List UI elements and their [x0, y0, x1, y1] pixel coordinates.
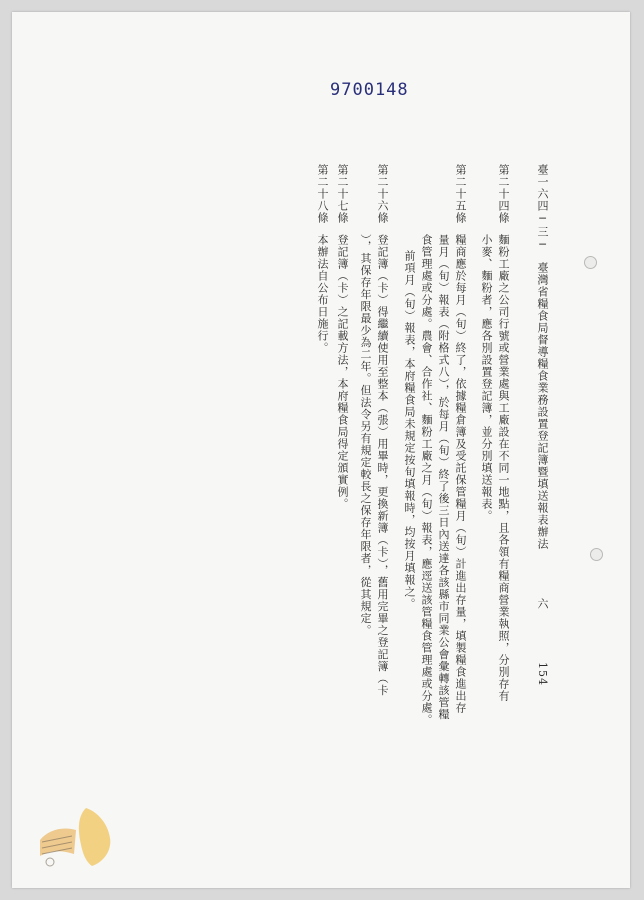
- article-24-line1: 麵粉工廠之公司行號或營業處與工廠設在不同一地點，且各領有糧商營業執照，分別存有: [497, 234, 510, 702]
- article-27-label: 第二十七條: [336, 164, 349, 224]
- section-number: 六: [536, 598, 549, 610]
- article-25-label: 第二十五條: [454, 164, 467, 224]
- article-28-label: 第二十八條: [316, 164, 329, 224]
- page-number: 154: [536, 662, 549, 686]
- binding-hole-top: [584, 256, 597, 269]
- article-24-line2: 小麥、麵粉者，應各別設置登記簿，並分別填送報表。: [480, 234, 493, 522]
- article-25-line1: 糧商應於每月（旬）終了，依據糧倉簿及受託保管糧月（旬）計進出存量，填製糧食進出存: [454, 234, 467, 714]
- document-page: [12, 12, 630, 888]
- archive-stamp-number: 9700148: [330, 80, 409, 100]
- article-26-label: 第二十六條: [376, 164, 389, 224]
- article-26-line2: ），其保存年限最少為二年。但法令另有規定較長之保存年限者，從其規定。: [359, 234, 372, 637]
- doc-title: 臺灣省糧食局督導糧食業務設置登記簿暨填送報表辦法: [536, 262, 549, 550]
- taiwan-archive-logo-icon: [26, 802, 126, 872]
- doc-code: 臺一六四─三─: [536, 164, 549, 252]
- article-26-line1: 登記簿（卡）得繼續使用至整本（張）用畢時，更換新簿（卡），舊用完畢之登記簿（卡: [376, 234, 389, 697]
- binding-hole-bottom: [590, 548, 603, 561]
- article-25-line3: 食管理處或分處。農會、合作社、麵粉工廠之月（旬）報表，應逕送該管糧食管理處或分處。: [420, 234, 433, 726]
- article-27-line1: 登記簿（卡）之記載方法，本府糧食局得定頒實例。: [336, 234, 349, 510]
- article-24-label: 第二十四條: [497, 164, 510, 224]
- article-25-line2: 量月（旬）報表（附格式八），於每月（旬）終了後三日內送達各該縣市同業公會彙轉該管糧: [437, 234, 450, 721]
- article-28-line1: 本辦法自公布日施行。: [316, 234, 329, 354]
- article-25-line4: 前項月（旬）報表，本府糧食局未規定按旬填報時，均按月填報之。: [403, 250, 416, 610]
